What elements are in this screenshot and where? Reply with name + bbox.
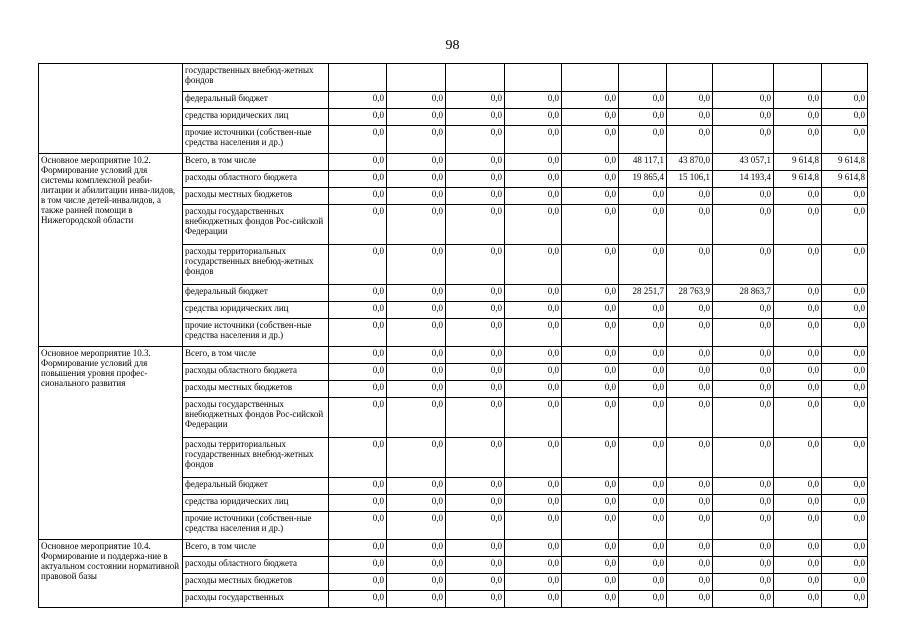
amount-cell: 0,0 [446,92,505,109]
amount-cell: 0,0 [387,188,446,205]
amount-cell: 0,0 [667,319,713,347]
funding-source-cell: средства юридических лиц [183,302,329,319]
funding-source-cell: расходы государственных [183,591,329,608]
amount-cell: 0,0 [329,319,387,347]
amount-cell: 0,0 [619,347,667,364]
amount-cell: 0,0 [505,540,562,557]
funding-source-cell: федеральный бюджет [183,285,329,302]
amount-cell: 0,0 [619,381,667,398]
amount-cell: 0,0 [822,347,868,364]
amount-cell: 0,0 [774,438,822,478]
amount-cell: 0,0 [387,540,446,557]
amount-cell: 0,0 [619,495,667,512]
amount-cell: 0,0 [329,302,387,319]
funding-source-cell: расходы областного бюджета [183,171,329,188]
amount-cell: 0,0 [667,478,713,495]
amount-cell: 15 106,1 [667,171,713,188]
amount-cell: 0,0 [446,171,505,188]
amount-cell: 0,0 [387,205,446,245]
amount-cell: 0,0 [667,495,713,512]
amount-cell: 0,0 [713,364,774,381]
amount-cell: 0,0 [667,364,713,381]
amount-cell: 0,0 [562,381,619,398]
amount-cell: 0,0 [505,188,562,205]
amount-cell: 0,0 [619,188,667,205]
amount-cell: 0,0 [713,245,774,285]
amount-cell: 0,0 [667,92,713,109]
amount-cell: 0,0 [446,347,505,364]
funding-source-cell: расходы территориальных государственных внебюд-жетных фондов [183,438,329,478]
amount-cell: 0,0 [387,438,446,478]
funding-source-cell: расходы областного бюджета [183,557,329,574]
amount-cell: 0,0 [505,574,562,591]
amount-cell: 0,0 [446,245,505,285]
amount-cell: 0,0 [774,557,822,574]
amount-cell: 0,0 [822,512,868,540]
amount-cell: 0,0 [619,540,667,557]
amount-cell: 0,0 [619,319,667,347]
amount-cell: 48 117,1 [619,154,667,171]
funding-source-cell: расходы государственных внебюджетных фондов Рос-сийской Федерации [183,205,329,245]
amount-cell: 0,0 [822,245,868,285]
amount-cell: 0,0 [505,126,562,154]
measure-cell: Основное мероприятие 10.2. Формирование условий для системы комплексной реаби-литации и абилитации инва-лидов, в том числе детей-инвалидов, а также ранней помощи в Нижегородской области [39,154,183,347]
amount-cell: 0,0 [713,92,774,109]
amount-cell: 0,0 [774,347,822,364]
amount-cell [667,64,713,92]
amount-cell: 0,0 [329,540,387,557]
funding-source-cell: расходы местных бюджетов [183,381,329,398]
amount-cell: 0,0 [505,591,562,608]
amount-cell: 0,0 [667,381,713,398]
amount-cell: 0,0 [619,126,667,154]
amount-cell: 0,0 [822,205,868,245]
amount-cell: 0,0 [667,557,713,574]
amount-cell: 0,0 [713,512,774,540]
amount-cell: 0,0 [329,245,387,285]
amount-cell: 0,0 [562,109,619,126]
amount-cell: 0,0 [713,478,774,495]
amount-cell: 0,0 [619,302,667,319]
amount-cell: 0,0 [619,398,667,438]
amount-cell [562,64,619,92]
table-row [39,347,868,364]
amount-cell: 0,0 [774,109,822,126]
amount-cell: 0,0 [774,285,822,302]
amount-cell: 0,0 [446,302,505,319]
amount-cell: 0,0 [562,557,619,574]
amount-cell: 0,0 [619,109,667,126]
amount-cell: 0,0 [562,245,619,285]
amount-cell: 0,0 [329,557,387,574]
amount-cell: 0,0 [774,381,822,398]
amount-cell: 0,0 [822,319,868,347]
amount-cell: 0,0 [822,540,868,557]
amount-cell: 0,0 [329,495,387,512]
amount-cell: 0,0 [713,574,774,591]
amount-cell: 0,0 [387,302,446,319]
funding-source-cell: государственных внебюд-жетных фондов [183,64,329,92]
amount-cell: 0,0 [446,319,505,347]
amount-cell [329,64,387,92]
amount-cell: 0,0 [446,398,505,438]
amount-cell: 9 614,8 [774,171,822,188]
amount-cell: 0,0 [713,495,774,512]
amount-cell: 0,0 [619,92,667,109]
amount-cell [387,64,446,92]
amount-cell: 0,0 [822,92,868,109]
amount-cell: 0,0 [774,126,822,154]
amount-cell: 0,0 [774,540,822,557]
amount-cell: 0,0 [446,154,505,171]
funding-source-cell: Всего, в том числе [183,347,329,364]
amount-cell: 0,0 [713,126,774,154]
amount-cell: 0,0 [667,540,713,557]
amount-cell: 0,0 [505,92,562,109]
amount-cell: 0,0 [562,347,619,364]
amount-cell: 28 251,7 [619,285,667,302]
amount-cell: 43 057,1 [713,154,774,171]
table-row [39,154,868,171]
amount-cell: 0,0 [329,109,387,126]
funding-source-cell: Всего, в том числе [183,154,329,171]
amount-cell: 0,0 [446,381,505,398]
amount-cell: 0,0 [387,126,446,154]
amount-cell: 0,0 [667,591,713,608]
amount-cell: 9 614,8 [822,154,868,171]
measure-cell [39,64,183,154]
amount-cell: 0,0 [619,205,667,245]
amount-cell: 0,0 [774,574,822,591]
amount-cell: 0,0 [562,126,619,154]
amount-cell: 0,0 [387,364,446,381]
amount-cell: 0,0 [667,347,713,364]
amount-cell: 0,0 [387,381,446,398]
amount-cell: 0,0 [822,188,868,205]
amount-cell: 0,0 [822,495,868,512]
amount-cell: 9 614,8 [774,154,822,171]
amount-cell: 0,0 [329,347,387,364]
amount-cell: 0,0 [387,245,446,285]
amount-cell: 0,0 [387,398,446,438]
amount-cell: 0,0 [562,438,619,478]
amount-cell: 0,0 [329,512,387,540]
amount-cell: 0,0 [329,205,387,245]
amount-cell: 0,0 [774,319,822,347]
funding-source-cell: расходы местных бюджетов [183,574,329,591]
table-row [39,540,868,557]
amount-cell: 0,0 [667,302,713,319]
amount-cell: 0,0 [562,154,619,171]
amount-cell: 0,0 [822,438,868,478]
amount-cell: 0,0 [329,171,387,188]
amount-cell: 0,0 [713,347,774,364]
amount-cell: 0,0 [505,154,562,171]
amount-cell: 0,0 [667,126,713,154]
amount-cell: 0,0 [619,438,667,478]
funding-source-cell: федеральный бюджет [183,92,329,109]
amount-cell: 0,0 [446,478,505,495]
amount-cell: 0,0 [562,398,619,438]
amount-cell: 0,0 [822,574,868,591]
amount-cell: 0,0 [387,574,446,591]
amount-cell: 0,0 [505,245,562,285]
amount-cell: 0,0 [446,109,505,126]
amount-cell: 0,0 [822,381,868,398]
budget-table [38,63,868,608]
amount-cell: 0,0 [329,574,387,591]
amount-cell: 0,0 [713,381,774,398]
amount-cell: 0,0 [329,154,387,171]
amount-cell: 0,0 [505,285,562,302]
amount-cell: 14 193,4 [713,171,774,188]
funding-source-cell: расходы территориальных государственных внебюд-жетных фондов [183,245,329,285]
amount-cell: 0,0 [774,245,822,285]
amount-cell: 0,0 [505,495,562,512]
amount-cell: 0,0 [446,364,505,381]
amount-cell: 9 614,8 [822,171,868,188]
amount-cell: 0,0 [562,285,619,302]
amount-cell: 0,0 [446,557,505,574]
amount-cell: 0,0 [713,557,774,574]
funding-source-cell: расходы государственных внебюджетных фондов Рос-сийской Федерации [183,398,329,438]
amount-cell: 0,0 [774,364,822,381]
amount-cell: 28 863,7 [713,285,774,302]
amount-cell: 0,0 [562,591,619,608]
amount-cell: 0,0 [774,205,822,245]
amount-cell: 0,0 [713,205,774,245]
page-number: 98 [445,38,460,53]
amount-cell: 0,0 [505,512,562,540]
amount-cell: 0,0 [387,591,446,608]
funding-source-cell: Всего, в том числе [183,540,329,557]
amount-cell: 0,0 [667,512,713,540]
amount-cell: 0,0 [713,109,774,126]
amount-cell: 0,0 [505,109,562,126]
amount-cell: 0,0 [387,171,446,188]
amount-cell: 0,0 [446,540,505,557]
amount-cell: 0,0 [713,398,774,438]
amount-cell: 0,0 [505,381,562,398]
amount-cell: 0,0 [562,319,619,347]
amount-cell: 0,0 [713,302,774,319]
amount-cell: 0,0 [774,512,822,540]
amount-cell: 0,0 [562,364,619,381]
amount-cell: 0,0 [713,319,774,347]
amount-cell: 0,0 [387,154,446,171]
amount-cell: 0,0 [505,398,562,438]
amount-cell: 0,0 [713,188,774,205]
amount-cell: 0,0 [562,478,619,495]
measure-cell: Основное мероприятие 10.4. Формирование и поддержа-ние в актуальном состоянии нормативной правовой базы [39,540,183,608]
funding-source-cell: прочие источники (собствен-ные средства населения и др.) [183,512,329,540]
amount-cell: 0,0 [446,438,505,478]
amount-cell: 0,0 [387,109,446,126]
amount-cell: 0,0 [619,512,667,540]
amount-cell: 0,0 [562,188,619,205]
amount-cell: 0,0 [387,512,446,540]
amount-cell: 0,0 [667,109,713,126]
amount-cell [619,64,667,92]
amount-cell: 0,0 [619,574,667,591]
amount-cell: 0,0 [446,512,505,540]
amount-cell: 0,0 [329,478,387,495]
amount-cell: 0,0 [329,364,387,381]
amount-cell: 0,0 [446,285,505,302]
amount-cell: 43 870,0 [667,154,713,171]
amount-cell: 0,0 [505,438,562,478]
amount-cell: 0,0 [387,347,446,364]
amount-cell: 0,0 [505,478,562,495]
amount-cell: 0,0 [713,591,774,608]
amount-cell: 0,0 [387,495,446,512]
amount-cell: 0,0 [822,478,868,495]
measure-cell: Основное мероприятие 10.3. Формирование условий для повышения уровня профес-сионального развития [39,347,183,540]
funding-source-cell: расходы областного бюджета [183,364,329,381]
amount-cell: 0,0 [667,574,713,591]
funding-source-cell: прочие источники (собствен-ные средства населения и др.) [183,319,329,347]
amount-cell [713,64,774,92]
amount-cell: 0,0 [387,557,446,574]
amount-cell: 0,0 [667,188,713,205]
amount-cell: 0,0 [505,557,562,574]
amount-cell: 0,0 [822,285,868,302]
amount-cell: 0,0 [774,495,822,512]
amount-cell: 0,0 [387,285,446,302]
amount-cell: 0,0 [387,92,446,109]
amount-cell: 19 865,4 [619,171,667,188]
funding-source-cell: средства юридических лиц [183,109,329,126]
amount-cell [774,64,822,92]
amount-cell: 0,0 [446,205,505,245]
amount-cell: 0,0 [562,540,619,557]
amount-cell: 0,0 [822,591,868,608]
amount-cell: 0,0 [329,591,387,608]
amount-cell: 0,0 [774,188,822,205]
amount-cell: 0,0 [619,478,667,495]
amount-cell: 0,0 [329,398,387,438]
funding-source-cell: расходы местных бюджетов [183,188,329,205]
amount-cell: 0,0 [562,495,619,512]
amount-cell: 0,0 [667,438,713,478]
amount-cell: 0,0 [822,557,868,574]
amount-cell: 0,0 [505,302,562,319]
amount-cell: 0,0 [387,319,446,347]
funding-source-cell: федеральный бюджет [183,478,329,495]
amount-cell: 0,0 [774,92,822,109]
amount-cell: 0,0 [446,574,505,591]
amount-cell: 0,0 [387,478,446,495]
amount-cell: 0,0 [446,495,505,512]
table-row [39,64,868,92]
amount-cell [822,64,868,92]
amount-cell: 0,0 [505,319,562,347]
amount-cell: 0,0 [446,126,505,154]
amount-cell: 0,0 [667,398,713,438]
amount-cell: 0,0 [774,478,822,495]
amount-cell: 0,0 [446,591,505,608]
amount-cell: 0,0 [562,302,619,319]
amount-cell: 0,0 [667,205,713,245]
amount-cell: 0,0 [822,109,868,126]
amount-cell: 0,0 [329,438,387,478]
amount-cell: 0,0 [822,302,868,319]
amount-cell: 0,0 [562,512,619,540]
amount-cell: 0,0 [329,126,387,154]
amount-cell: 28 763,9 [667,285,713,302]
amount-cell: 0,0 [774,398,822,438]
amount-cell: 0,0 [619,591,667,608]
amount-cell: 0,0 [619,364,667,381]
amount-cell: 0,0 [667,245,713,285]
amount-cell: 0,0 [822,126,868,154]
amount-cell: 0,0 [562,171,619,188]
amount-cell: 0,0 [562,205,619,245]
amount-cell: 0,0 [562,574,619,591]
funding-source-cell: прочие источники (собствен-ные средства населения и др.) [183,126,329,154]
amount-cell: 0,0 [505,171,562,188]
amount-cell: 0,0 [562,92,619,109]
amount-cell: 0,0 [619,557,667,574]
amount-cell: 0,0 [822,398,868,438]
amount-cell: 0,0 [774,302,822,319]
funding-source-cell: средства юридических лиц [183,495,329,512]
amount-cell: 0,0 [446,188,505,205]
amount-cell [446,64,505,92]
amount-cell: 0,0 [329,92,387,109]
amount-cell: 0,0 [822,364,868,381]
amount-cell: 0,0 [329,188,387,205]
amount-cell: 0,0 [505,205,562,245]
amount-cell: 0,0 [329,285,387,302]
amount-cell: 0,0 [329,381,387,398]
amount-cell: 0,0 [619,245,667,285]
amount-cell: 0,0 [505,347,562,364]
amount-cell [505,64,562,92]
amount-cell: 0,0 [774,591,822,608]
amount-cell: 0,0 [713,438,774,478]
amount-cell: 0,0 [713,540,774,557]
amount-cell: 0,0 [505,364,562,381]
